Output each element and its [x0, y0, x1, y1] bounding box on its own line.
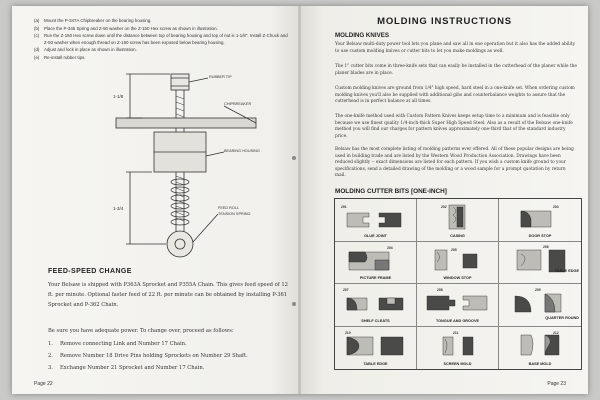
- list-item: [48, 341, 288, 353]
- spring-coils: [171, 179, 189, 225]
- list-text: Exchange Number 21 Sprocket and Number 17 Chain.: [60, 365, 205, 371]
- cutter-bit-cell: [335, 242, 417, 285]
- bit-label: BASE MOLD: [528, 362, 552, 366]
- left-page: [12, 6, 299, 394]
- cutter-bit-cell: [335, 284, 417, 327]
- bit-label: TABLE EDGE: [554, 269, 579, 273]
- bit-label: SCREEN MOLD: [443, 362, 472, 366]
- bit-number: 208: [437, 288, 443, 292]
- book-spread: [12, 6, 588, 394]
- bit-label: SHELF CLEATS: [361, 318, 390, 323]
- bit-label: PICTURE FRAME: [359, 276, 392, 280]
- cutter-bit-cell: [417, 327, 499, 370]
- feed-roll-shape: [167, 231, 193, 257]
- paragraph: The one-knife method used with Custom Pattern Knives keeps setup time to a minimum and is feasible only because we use finest quality 1/4-inch-thick Super High Speed Steel. Also as a result of the Belsaw one-knife method you will find our charges for pattern knives approximately one-third that of the standard industry price.: [335, 114, 573, 139]
- binding-hole: [292, 302, 296, 306]
- feed-speed-steps: [48, 341, 288, 377]
- cutter-bit-cell: [499, 284, 581, 327]
- feed-speed-note: Be sure you have adequate power. To change over, proceed as follows:: [48, 328, 234, 334]
- bit-label: GLUE JOINT: [364, 233, 387, 238]
- cutter-bit-cell: [335, 327, 417, 370]
- step-text: Adjust and lock in place as shown in illustration.: [44, 47, 137, 53]
- list-item: [48, 365, 288, 377]
- page-title: MOLDING INSTRUCTIONS: [377, 16, 512, 27]
- page-number-right: Page 23: [547, 381, 566, 387]
- bit-label: WINDOW STOP: [443, 276, 472, 280]
- step-letter: (e): [34, 55, 40, 61]
- cutter-bits-grid: [334, 198, 582, 370]
- bit-number: 206: [543, 244, 549, 249]
- bit-label: TONGUE AND GROOVE: [435, 318, 480, 323]
- cutter-bits-heading: MOLDING CUTTER BITS [ONE-INCH]: [335, 188, 447, 195]
- step-letter: (d): [34, 47, 40, 53]
- bit-label: TABLE EDGE: [363, 362, 388, 366]
- dimension-top: 1-1/8: [113, 94, 124, 99]
- page-number-left: Page 22: [34, 381, 53, 387]
- bit-number: 203: [553, 205, 559, 209]
- cutter-bit-cell: [417, 284, 499, 327]
- cutter-bit-cell: [499, 327, 581, 370]
- chipbreaker-shape: [116, 118, 256, 128]
- step-text: Place the P-345 Spring and Z-50 washer on the Z-150 Hex screw as shown in illustration.: [44, 25, 218, 31]
- list-number: 3.: [48, 365, 53, 371]
- paragraph: The 1" cutter bits come in three-knife sets that can easily be installed in the cutterhead of the planer while the planer blades are in place.: [335, 64, 577, 76]
- paragraph: Custom molding knives are ground from 1/4" high speed, hard steel in a one-knife set. When ordering custom molding knives you'll also be supplied with additional gibs and counterbalance weights to assure that the cutterhead is in perfect balance at all times.: [335, 86, 575, 105]
- dimension-bottom: 1-3/4: [113, 206, 124, 211]
- feed-speed-heading: FEED-SPEED CHANGE: [48, 268, 132, 275]
- label-chipbreaker: CHIPBREAKER: [224, 102, 252, 106]
- right-page: [301, 6, 588, 394]
- step-text: Mount the P-347A Chipbreaker on the bearing housing.: [44, 18, 152, 23]
- bit-label: DOOR STOP: [528, 233, 552, 238]
- step-letter: (c): [34, 33, 40, 39]
- bit-number: 212: [553, 330, 559, 335]
- bit-number: 201: [341, 205, 347, 209]
- bit-label: QUARTER ROUND: [545, 315, 579, 320]
- cutter-bit-cell: [417, 199, 499, 242]
- bit-number: 207: [343, 288, 349, 292]
- cutter-bit-cell: [335, 199, 417, 242]
- label-tension-spring: TENSION SPRING: [218, 212, 251, 216]
- bit-number: 204: [387, 245, 393, 250]
- bit-number: 211: [453, 330, 459, 335]
- label-bearing-housing: BEARING HOUSING: [224, 149, 260, 153]
- step-text: Run the Z-150 Hex screw down until the distance between top of bearing housing and top of nut is 1-1/8". Install Z-Chuck and Z-50 washer when enough thread on Z-150 screw has been exposed below bearing housing.: [44, 33, 288, 45]
- rubber-tip-shape: [171, 74, 189, 90]
- bit-number: 209: [535, 288, 541, 292]
- cutter-bit-cell: [417, 242, 499, 285]
- cutter-bit-cell: [499, 242, 581, 285]
- label-rubber-tip: RUBBER TIP: [209, 75, 232, 79]
- bit-number: 205: [451, 247, 457, 252]
- cutter-bit-cell: [499, 199, 581, 242]
- bit-number: 202: [441, 205, 447, 209]
- list-number: 2.: [48, 353, 53, 359]
- feed-speed-paragraph: Your Belsaw is shipped with P363A Sprocket and P355A Chain. This gives feed speed of 12 ft. per minute. Optional faster feed of 22 ft. per minute can be obtained by installing P-361 Sprocket and P-362 Chain.: [48, 282, 288, 308]
- bit-label: CASING: [450, 233, 465, 238]
- section-heading: MOLDING KNIVES: [335, 32, 389, 39]
- table-edge-profile-icon: [499, 242, 581, 284]
- paragraph: Your Belsaw multi-duty power tool lets you plane and saw all in one operation but it also has the added ability to use custom molding knives or cutter bits to let you make moldings as well.: [335, 42, 576, 54]
- chipbreaker-assembly-diagram: [12, 6, 299, 276]
- label-feed-roll: FEED ROLL: [218, 206, 240, 210]
- bit-number: 210: [345, 330, 351, 335]
- list-item: [48, 353, 288, 365]
- step-text: Re-install rubber tips.: [44, 55, 86, 61]
- paragraph: Belsaw has the most complete listing of molding patterns ever offered. All of these popular designs are being used in building trade and are listed by the Western Wood Production Association. Drawings have been reduced slightly -- exact dimensions are listed for each pattern. If you wish a custom knife ground to your specifications, send a detailed drawing of the molding or a wood sample for a prompt quotation by return mail.: [335, 147, 574, 179]
- step-letter: (a): [34, 18, 40, 23]
- list-text: Remove connecting Link and Number 17 Chain.: [60, 341, 187, 347]
- list-number: 1.: [48, 341, 53, 347]
- step-letter: (b): [34, 25, 40, 31]
- list-text: Remove Number 18 Drive Pins holding Sprockets on Number 29 Shaft.: [60, 353, 248, 359]
